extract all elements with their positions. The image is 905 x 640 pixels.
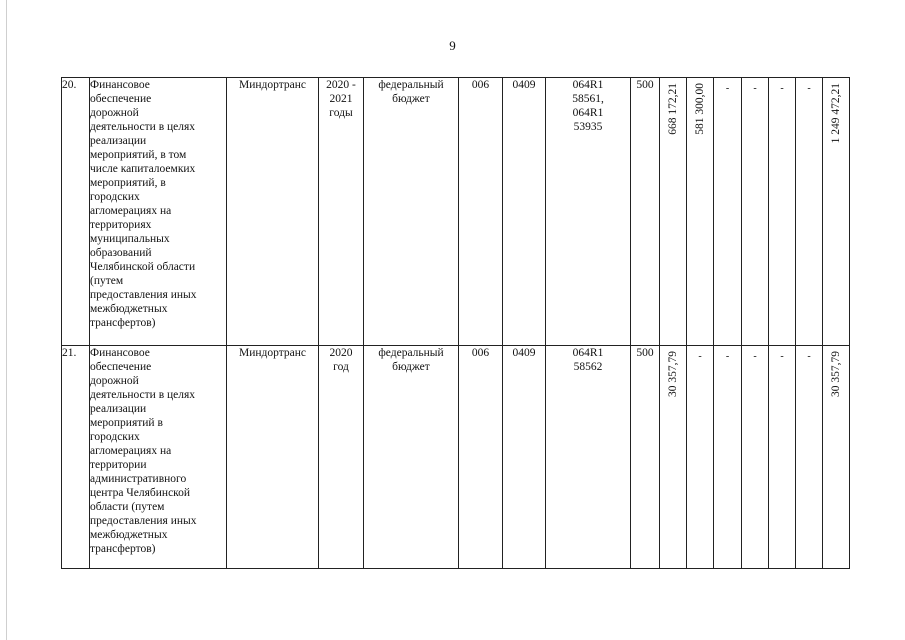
amount-empty-cell	[769, 346, 796, 569]
description-line: (путем	[90, 275, 124, 287]
grbs-cell: 006	[459, 78, 503, 346]
row-number: 21.	[62, 346, 90, 569]
description-line: мероприятий, в	[90, 177, 166, 189]
description-line: дорожной	[90, 375, 139, 387]
amount-2021-cell	[687, 78, 714, 346]
amount-2020-cell	[660, 78, 687, 346]
description-line: трансфертов)	[90, 543, 156, 555]
executor-cell: Миндортранс	[227, 346, 319, 569]
years-line: 2021	[329, 93, 353, 105]
description-line: городских	[90, 191, 140, 203]
csr-line: 064R1	[572, 347, 604, 359]
dash-mark: -	[807, 351, 811, 362]
years-line: 2020	[329, 347, 353, 359]
amount-empty-cell	[796, 78, 823, 346]
rotated-value: 30 357,79	[830, 351, 842, 397]
rotated-value: 30 357,79	[667, 351, 679, 397]
description-line: Финансовое	[90, 347, 150, 359]
executor-cell: Миндортранс	[227, 78, 319, 346]
page-edge	[6, 0, 7, 640]
description-line: обеспечение	[90, 361, 152, 373]
source-line: федеральный	[378, 79, 444, 91]
dash-mark: -	[807, 83, 811, 94]
csr-cell	[546, 78, 631, 346]
description-line: реализации	[90, 403, 147, 415]
amount-empty-cell	[742, 78, 769, 346]
amount-total-cell	[823, 346, 850, 569]
description-line: образований	[90, 247, 152, 259]
dash-mark: -	[780, 351, 784, 362]
description-line: агломерациях на	[90, 445, 172, 457]
dash-mark: -	[725, 351, 730, 362]
years-line: годы	[329, 107, 353, 119]
description-line: территории	[90, 459, 147, 471]
description-line: предоставления иных	[90, 289, 197, 301]
table-row	[62, 346, 878, 569]
row-description	[90, 346, 227, 569]
dash-mark: -	[698, 351, 702, 362]
source-cell	[364, 78, 459, 346]
csr-cell	[546, 346, 631, 569]
amount-2020-cell	[660, 346, 687, 569]
source-line: федеральный	[378, 347, 444, 359]
years-cell	[319, 346, 364, 569]
grbs-cell: 006	[459, 346, 503, 569]
description-line: территориях	[90, 219, 152, 231]
description-line: числе капиталоемких	[90, 163, 196, 175]
dash-mark: -	[780, 83, 784, 94]
description-line: межбюджетных	[90, 529, 168, 541]
description-line: деятельности в целях	[90, 121, 196, 133]
description-line: центра Челябинской	[90, 487, 191, 499]
description-line: Челябинской области	[90, 261, 196, 273]
years-cell	[319, 78, 364, 346]
description-line: области (путем	[90, 501, 165, 513]
table-body	[62, 78, 878, 569]
description-line: мероприятий, в том	[90, 149, 187, 161]
description-line: Финансовое	[90, 79, 150, 91]
description-line: межбюджетных	[90, 303, 168, 315]
rotated-value: 1 249 472,21	[830, 83, 842, 144]
amount-empty-cell	[796, 346, 823, 569]
source-line: бюджет	[392, 361, 430, 373]
csr-line: 064R1	[572, 107, 604, 119]
csr-line: 58561,	[572, 93, 604, 105]
rzpr-cell: 0409	[503, 78, 546, 346]
vr-cell: 500	[631, 78, 660, 346]
budget-table	[61, 77, 878, 569]
years-line: год	[333, 361, 349, 373]
description-line: трансфертов)	[90, 317, 156, 329]
rotated-value: 668 172,21	[667, 83, 679, 135]
description-line: агломерациях на	[90, 205, 172, 217]
description-line: обеспечение	[90, 93, 152, 105]
description-line: дорожной	[90, 107, 139, 119]
dash-mark: -	[753, 351, 757, 362]
source-line: бюджет	[392, 93, 430, 105]
dash-mark: -	[725, 83, 730, 94]
row-description	[90, 78, 227, 346]
row-number: 20.	[62, 78, 90, 346]
description-line: административного	[90, 473, 187, 485]
amount-empty-cell	[769, 78, 796, 346]
amount-empty-cell	[742, 346, 769, 569]
amount-empty-cell	[714, 78, 742, 346]
source-cell	[364, 346, 459, 569]
csr-line: 53935	[573, 121, 603, 133]
rotated-value: 581 300,00	[694, 83, 706, 135]
description-line: мероприятий в	[90, 417, 163, 429]
rzpr-cell: 0409	[503, 346, 546, 569]
amount-empty-cell	[714, 346, 742, 569]
description-line: деятельности в целях	[90, 389, 196, 401]
description-line: муниципальных	[90, 233, 170, 245]
csr-line: 064R1	[572, 79, 604, 91]
description-line: городских	[90, 431, 140, 443]
years-line: 2020 -	[326, 79, 356, 91]
table-row	[62, 78, 878, 346]
amount-2021-cell	[687, 346, 714, 569]
csr-line: 58562	[573, 361, 603, 373]
page-number: 9	[449, 38, 456, 53]
amount-total-cell	[823, 78, 850, 346]
vr-cell: 500	[631, 346, 660, 569]
description-line: реализации	[90, 135, 147, 147]
description-line: предоставления иных	[90, 515, 197, 527]
dash-mark: -	[753, 83, 757, 94]
